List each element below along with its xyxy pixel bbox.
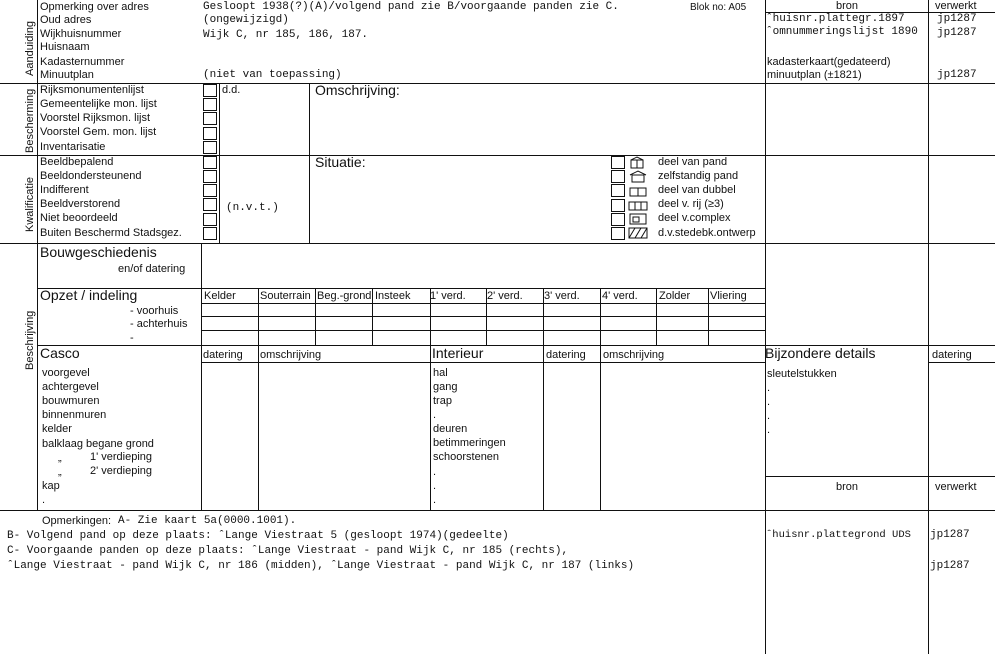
col-3-verd: 3' verd. xyxy=(544,290,580,302)
row-house-icon xyxy=(628,198,648,211)
label-beeldverstorend: Beeldverstorend xyxy=(40,198,121,210)
checkbox-deel-van-dubbel[interactable] xyxy=(611,184,625,197)
heading-bijzondere-details: Bijzondere details xyxy=(765,345,876,361)
blok-number: Blok no: A05 xyxy=(690,2,747,13)
row-achterhuis: - achterhuis xyxy=(130,318,188,330)
label-indifferent: Indifferent xyxy=(40,184,89,196)
bron-mid-header: bron xyxy=(836,481,859,493)
verwerkt-bottom: jp1287 xyxy=(930,560,970,572)
label-buiten-beschermd: Buiten Beschermd Stadsgez. xyxy=(40,227,182,239)
label-omschrijving: Omschrijving: xyxy=(315,82,400,98)
interieur-item: deuren xyxy=(433,423,468,435)
value-wijkhuisnummer: Wijk C, nr 185, 186, 187. xyxy=(203,29,369,41)
verwerkt-item: jp1287 xyxy=(937,13,977,25)
interieur-item: betimmeringen xyxy=(433,437,506,449)
bijzondere-item: sleutelstukken xyxy=(767,368,837,380)
value-opmerking-adres: Gesloopt 1938(?)(A)/volgend pand zie B/voorgaande panden zie C. xyxy=(203,1,619,13)
checkbox-deel-van-pand[interactable] xyxy=(611,156,625,169)
checkbox-beeldondersteunend[interactable] xyxy=(203,170,217,183)
verwerkt-item: jp1287 xyxy=(937,69,977,81)
opmerking-line: A- Zie kaart 5a(0000.1001). xyxy=(118,515,297,527)
label-gemeentelijke-mon-lijst: Gemeentelijke mon. lijst xyxy=(40,98,157,110)
casco-col-omschrijving: omschrijving xyxy=(260,349,322,361)
label-inventarisatie: Inventarisatie xyxy=(40,141,106,153)
interieur-col-omschrijving: omschrijving xyxy=(603,349,665,361)
casco-quote: „ xyxy=(58,452,62,464)
bijzondere-item: . xyxy=(767,382,771,394)
interieur-col-datering: datering xyxy=(546,349,586,361)
casco-col-datering: datering xyxy=(203,349,243,361)
checkbox-deel-v-rij[interactable] xyxy=(611,199,625,212)
section-aanduiding: Aanduiding xyxy=(24,20,36,76)
urban-plan-icon xyxy=(628,226,648,239)
interieur-item: gang xyxy=(433,381,458,393)
opmerking-line: B- Volgend pand op deze plaats: ˆLange Viestraat 5 (gesloopt 1974)(gedeelte) xyxy=(7,530,509,542)
col-souterrain: Souterrain xyxy=(260,290,311,302)
bijzondere-item: . xyxy=(767,424,771,436)
building-part-icon xyxy=(628,156,648,169)
interieur-item: . xyxy=(433,409,437,421)
bron-bottom: ˆhuisnr.plattegrond UDS xyxy=(766,529,911,541)
label-wijkhuisnummer: Wijkhuisnummer xyxy=(40,28,122,40)
row-extra: - xyxy=(130,332,134,344)
bron-item: ˆomnummeringslijst 1890 xyxy=(766,26,918,38)
col-1-verd: 1' verd. xyxy=(430,290,466,302)
option-stedebk-ontwerp: d.v.stedebk.ontwerp xyxy=(658,227,756,239)
col-kelder: Kelder xyxy=(204,290,236,302)
checkbox-buiten-beschermd[interactable] xyxy=(203,227,217,240)
interieur-item: . xyxy=(433,494,437,506)
label-opmerkingen: Opmerkingen: xyxy=(42,515,112,527)
verwerkt-bottom: jp1287 xyxy=(930,529,970,541)
semi-detached-icon xyxy=(628,184,648,197)
interieur-item: . xyxy=(433,480,437,492)
label-situatie: Situatie: xyxy=(315,154,366,170)
checkbox-deel-v-complex[interactable] xyxy=(611,213,625,226)
casco-item: achtergevel xyxy=(42,381,99,393)
checkbox-gemeentelijke-mon-lijst[interactable] xyxy=(203,98,217,111)
option-deel-van-pand: deel van pand xyxy=(658,156,728,168)
checkbox-voorstel-rijksmon[interactable] xyxy=(203,112,217,125)
label-niet-beoordeeld: Niet beoordeeld xyxy=(40,212,118,224)
casco-item: kelder xyxy=(42,423,72,435)
label-opmerking-adres: Opmerking over adres xyxy=(40,1,149,13)
label-beeldondersteunend: Beeldondersteunend xyxy=(40,170,142,182)
checkbox-indifferent[interactable] xyxy=(203,184,217,197)
verwerkt-item: jp1287 xyxy=(937,27,977,39)
value-oud-adres: (ongewijzigd) xyxy=(203,14,289,26)
option-deel-v-rij: deel v. rij (≥3) xyxy=(658,198,724,210)
row-voorhuis: - voorhuis xyxy=(130,305,179,317)
col-zolder: Zolder xyxy=(659,290,691,302)
bijzondere-item: . xyxy=(767,410,771,422)
label-beeldbepalend: Beeldbepalend xyxy=(40,156,114,168)
section-bescherming: Bescherming xyxy=(24,88,36,153)
section-beschrijving: Beschrijving xyxy=(24,310,36,370)
col-vliering: Vliering xyxy=(710,290,747,302)
checkbox-inventarisatie[interactable] xyxy=(203,141,217,154)
heading-casco: Casco xyxy=(40,345,80,361)
label-huisnaam: Huisnaam xyxy=(40,41,90,53)
bijzondere-col-datering: datering xyxy=(932,349,972,361)
checkbox-voorstel-gem-mon[interactable] xyxy=(203,127,217,140)
heading-bouwgeschiedenis: Bouwgeschiedenis xyxy=(40,244,157,260)
col-insteek: Insteek xyxy=(375,290,411,302)
label-rijksmonumentenlijst: Rijksmonumentenlijst xyxy=(40,84,144,96)
interieur-item: hal xyxy=(433,367,448,379)
bron-item: minuutplan (±1821) xyxy=(767,69,862,81)
section-kwalificatie: Kwalificatie xyxy=(24,176,36,232)
bron-header: bron xyxy=(836,0,859,12)
checkbox-zelfstandig-pand[interactable] xyxy=(611,170,625,183)
opmerking-line: ˆLange Viestraat - pand Wijk C, nr 186 (midden), ˆLange Viestraat - pand Wijk C, nr 187 (links) xyxy=(7,560,635,572)
value-nvt: (n.v.t.) xyxy=(226,202,279,214)
heading-opzet-indeling: Opzet / indeling xyxy=(40,287,138,303)
checkbox-rijksmonumentenlijst[interactable] xyxy=(203,84,217,97)
col-beg-grond: Beg.-grond xyxy=(317,290,372,302)
casco-item: 1' verdieping xyxy=(90,451,153,463)
casco-item: balklaag begane grond xyxy=(42,438,154,450)
checkbox-niet-beoordeeld[interactable] xyxy=(203,213,217,226)
checkbox-beeldbepalend[interactable] xyxy=(203,156,217,169)
interieur-item: . xyxy=(433,466,437,478)
heading-interieur: Interieur xyxy=(432,345,484,361)
label-minuutplan: Minuutplan xyxy=(40,69,94,81)
verwerkt-header: verwerkt xyxy=(935,0,977,12)
col-2-verd: 2' verd. xyxy=(487,290,523,302)
bron-item: kadasterkaart(gedateerd) xyxy=(767,56,891,68)
checkbox-beeldverstorend[interactable] xyxy=(203,198,217,211)
casco-item: . xyxy=(42,494,46,506)
complex-icon xyxy=(628,212,648,225)
casco-quote: „ xyxy=(58,466,62,478)
label-dd: d.d. xyxy=(222,84,241,96)
label-voorstel-gem-mon-lijst: Voorstel Gem. mon. lijst xyxy=(40,126,157,138)
interieur-item: schoorstenen xyxy=(433,451,500,463)
interieur-item: trap xyxy=(433,395,452,407)
detached-house-icon xyxy=(628,170,648,183)
option-zelfstandig-pand: zelfstandig pand xyxy=(658,170,739,182)
label-kadasternummer: Kadasternummer xyxy=(40,56,125,68)
label-voorstel-rijksmon-lijst: Voorstel Rijksmon. lijst xyxy=(40,112,151,124)
casco-item: voorgevel xyxy=(42,367,90,379)
label-oud-adres: Oud adres xyxy=(40,14,92,26)
bijzondere-item: . xyxy=(767,396,771,408)
option-deel-v-complex: deel v.complex xyxy=(658,212,731,224)
bron-item: ˆhuisnr.plattegr.1897 xyxy=(766,13,905,25)
verwerkt-mid-header: verwerkt xyxy=(935,481,977,493)
casco-item: kap xyxy=(42,480,60,492)
checkbox-stedebk-ontwerp[interactable] xyxy=(611,227,625,240)
value-minuutplan: (niet van toepassing) xyxy=(203,69,342,81)
option-deel-van-dubbel: deel van dubbel xyxy=(658,184,736,196)
casco-item: binnenmuren xyxy=(42,409,107,421)
col-4-verd: 4' verd. xyxy=(602,290,638,302)
casco-item: bouwmuren xyxy=(42,395,100,407)
label-en-of-datering: en/of datering xyxy=(118,263,186,275)
casco-item: 2' verdieping xyxy=(90,465,153,477)
opmerking-line: C- Voorgaande panden op deze plaats: ˆLange Viestraat - pand Wijk C, nr 185 (rechts), xyxy=(7,545,569,557)
